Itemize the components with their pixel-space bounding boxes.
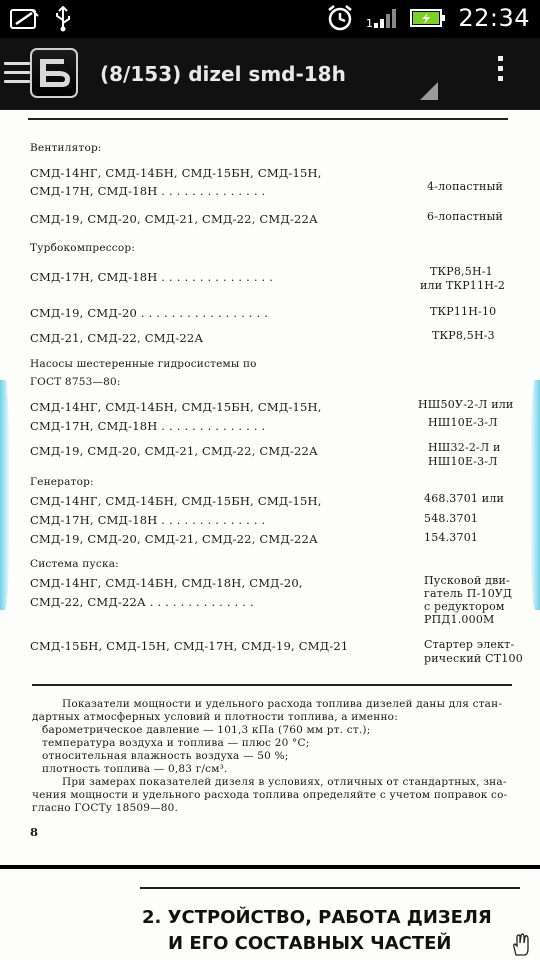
chapter-heading-continued: И ЕГО СОСТАВНЫХ ЧАСТЕЙ — [168, 933, 452, 954]
spec-row-left: СМД-14НГ, СМД-14БН, СМД-15БН, СМД-15Н, — [30, 400, 322, 414]
note-line: чения мощности и удельного расхода топлива определяйте с учетом поправок со- — [32, 789, 508, 801]
spec-row-left: СМД-21, СМД-22, СМД-22А — [30, 331, 204, 345]
spinner-indicator-icon — [420, 82, 438, 100]
spec-row-value: 4-лопастный — [427, 180, 504, 193]
spec-row-value: или ТКР11Н-2 — [420, 279, 506, 292]
note-line: Показатели мощности и удельного расхода топлива дизелей даны для стан- — [62, 698, 503, 710]
screen-cast-icon — [10, 7, 40, 31]
status-right-icons — [326, 4, 530, 32]
spec-row-value: Пусковой дви- — [424, 574, 510, 587]
left-edge-glow — [0, 380, 10, 610]
action-bar — [0, 38, 540, 110]
spec-row-value: НШ10Е-3-Л — [428, 416, 498, 429]
next-document-page[interactable] — [0, 869, 540, 960]
spec-row-left: СМД-19, СМД-20, СМД-21, СМД-22, СМД-22А — [30, 444, 318, 458]
spec-row-left: СМД-19, СМД-20 . . . . . . . . . . . . . . . . . — [30, 306, 269, 320]
notes-divider — [32, 684, 512, 686]
status-bar — [0, 0, 540, 38]
note-line: относительная влажность воздуха — 50 %; — [42, 750, 289, 762]
section-heading-pumps-standard: ГОСТ 8753—80: — [30, 376, 121, 388]
spec-row-left: СМД-14НГ, СМД-14БН, СМД-15БН, СМД-15Н, — [30, 494, 322, 508]
spec-row-left: СМД-17Н, СМД-18Н . . . . . . . . . . . . . . — [30, 184, 266, 198]
spec-row-value: с редуктором — [424, 600, 505, 613]
section-heading-turbo: Турбокомпрессор: — [30, 242, 136, 254]
spec-row-value: Стартер элект- — [424, 638, 515, 651]
note-line: При замерах показателей дизеля в условиях, отличных от стандартных, зна- — [62, 776, 507, 788]
page-number: 8 — [30, 825, 39, 839]
spec-row-left: СМД-14НГ, СМД-14БН, СМД-15БН, СМД-15Н, — [30, 166, 322, 180]
page-top-rule — [28, 118, 508, 120]
spec-row-value: 6-лопастный — [427, 210, 504, 223]
spec-row-left: СМД-17Н, СМД-18Н . . . . . . . . . . . . . . — [30, 419, 266, 433]
app-logo-icon[interactable] — [30, 48, 78, 98]
spec-row-value: рический СТ100 — [424, 652, 523, 665]
spec-row-value: гатель П-10УД — [424, 587, 513, 600]
chapter-heading: 2. УСТРОЙСТВО, РАБОТА ДИЗЕЛЯ — [142, 907, 492, 928]
spec-row-value: НШ32-2-Л и — [428, 441, 501, 454]
menu-icon[interactable] — [4, 62, 30, 84]
document-title: (8/153) dizel smd-18h — [100, 62, 346, 86]
section-heading-ventilator: Вентилятор: — [30, 142, 102, 154]
spec-row-left: СМД-14НГ, СМД-14БН, СМД-18Н, СМД-20, — [30, 576, 303, 590]
status-clock: 22:34 — [458, 4, 530, 32]
document-page[interactable] — [0, 110, 540, 865]
right-edge-glow — [530, 380, 540, 610]
note-line: температура воздуха и топлива — плюс 20 °С; — [42, 737, 310, 749]
note-line: дартных атмосферных условий и плотности топлива, а именно: — [32, 711, 398, 723]
spec-row-value: 468.3701 или — [424, 492, 505, 505]
svg-text:1: 1 — [366, 17, 374, 30]
spec-row-left: СМД-17Н, СМД-18Н . . . . . . . . . . . . . . . — [30, 270, 274, 284]
usb-icon — [54, 6, 72, 32]
section-heading-pumps: Насосы шестеренные гидросистемы по — [30, 358, 257, 370]
spec-row-value: ТКР11Н-10 — [430, 305, 497, 318]
note-line: плотность топлива — 0,83 г/см³. — [42, 763, 228, 775]
status-left-icons — [10, 6, 72, 32]
next-page-top-rule — [140, 887, 520, 889]
section-heading-generator: Генератор: — [30, 476, 94, 488]
battery-charging-icon — [410, 7, 446, 29]
note-line: гласно ГОСТу 18509—80. — [32, 802, 179, 814]
spec-row-left: СМД-15БН, СМД-15Н, СМД-17Н, СМД-19, СМД-21 — [30, 639, 349, 653]
note-line: барометрическое давление — 101,3 кПа (760 мм рт. ст.); — [42, 724, 371, 736]
spec-row-left: СМД-22, СМД-22А . . . . . . . . . . . . . . — [30, 595, 254, 609]
spec-row-left: СМД-17Н, СМД-18Н . . . . . . . . . . . . . . — [30, 513, 266, 527]
spec-row-value: ТКР8,5Н-3 — [432, 329, 495, 342]
spec-row-value: РПД1.000М — [424, 613, 495, 626]
spec-row-value: 548.3701 — [424, 512, 479, 525]
spec-row-value: 154.3701 — [424, 531, 479, 544]
spec-row-value: НШ50У-2-Л или — [418, 398, 514, 411]
signal-icon — [366, 5, 398, 31]
spec-row-left: СМД-19, СМД-20, СМД-21, СМД-22, СМД-22А — [30, 532, 318, 546]
section-heading-start: Система пуска: — [30, 558, 119, 570]
alarm-icon — [326, 4, 354, 32]
spec-row-value: ТКР8,5Н-1 — [430, 265, 493, 278]
spec-row-value: НШ10Е-3-Л — [428, 455, 498, 468]
overflow-menu-icon[interactable] — [498, 56, 504, 86]
spec-row-left: СМД-19, СМД-20, СМД-21, СМД-22, СМД-22А — [30, 212, 318, 226]
pan-hand-icon[interactable] — [510, 933, 532, 957]
